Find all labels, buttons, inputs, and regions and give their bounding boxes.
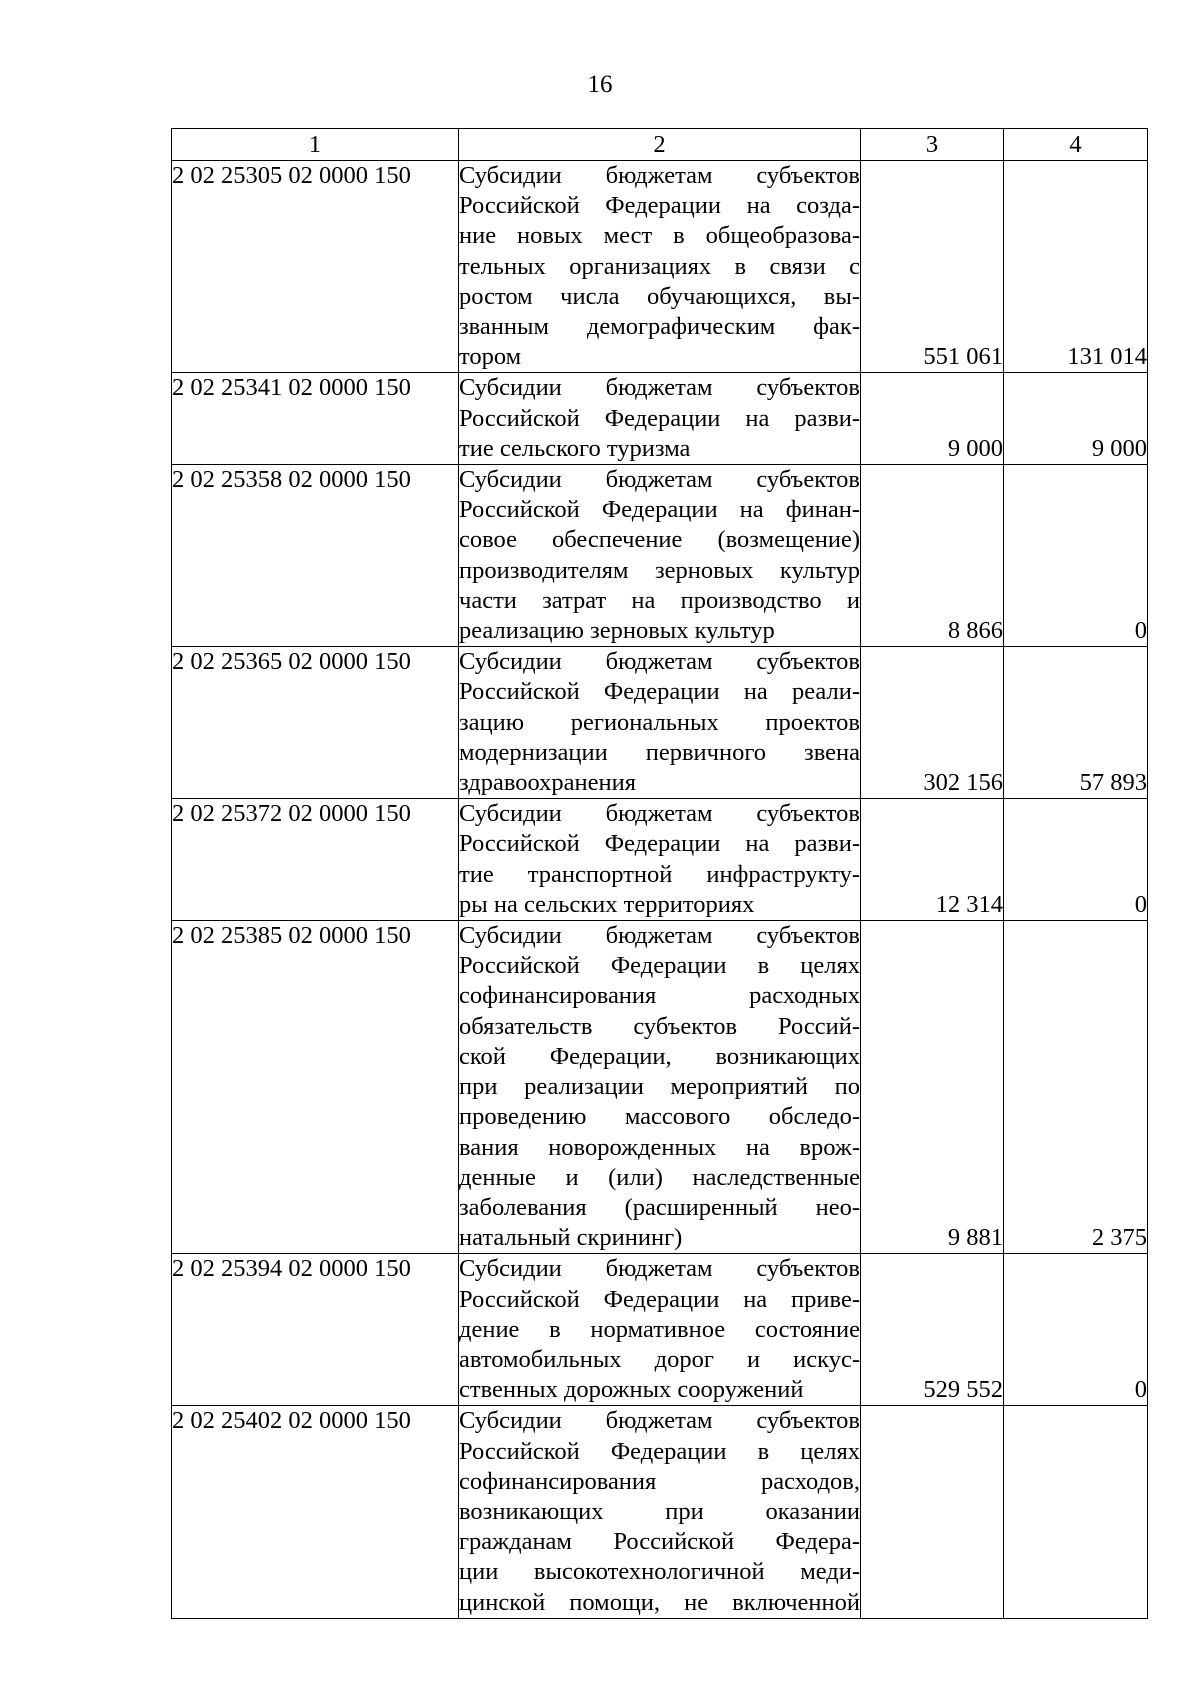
description-line: гражданам Российской Федера- — [459, 1528, 860, 1556]
description-line: Субсидии бюджетам субъектов — [459, 800, 860, 828]
amount-col3-cell: 12 314 — [861, 799, 1004, 921]
page-number: 16 — [587, 71, 613, 98]
description-line: цинской помощи, не включенной — [459, 1588, 860, 1616]
description-line: Российской Федерации на разви- — [459, 830, 860, 858]
income-code-cell: 2 02 25402 02 0000 150 — [172, 1406, 459, 1618]
table-body — [172, 161, 1148, 1619]
description-cell — [459, 921, 861, 1254]
description-cell — [459, 1406, 861, 1618]
description-line: ственных дорожных сооружений — [459, 1376, 804, 1404]
description-line: Субсидии бюджетам субъектов — [459, 1407, 860, 1435]
description-line: реализацию зерновых культур — [459, 617, 775, 645]
description-line: ции высокотехнологичной меди- — [459, 1558, 860, 1586]
description-line: проведению массового обследо- — [459, 1103, 860, 1131]
amount-col4-cell: 0 — [1004, 799, 1148, 921]
table-row — [172, 465, 1148, 647]
table-row — [172, 647, 1148, 799]
description-line: Субсидии бюджетам субъектов — [459, 374, 860, 402]
description-line: совое обеспечение (возмещение) — [459, 526, 860, 554]
column-header-1: 1 — [172, 129, 459, 161]
income-code-cell: 2 02 25358 02 0000 150 — [172, 465, 459, 647]
description-line: званным демографическим фак- — [459, 313, 860, 341]
description-line: натальный скрининг) — [459, 1224, 683, 1252]
description-line: Российской Федерации на реали- — [459, 678, 860, 706]
amount-col4-cell: 57 893 — [1004, 647, 1148, 799]
description-line: возникающих при оказании — [459, 1497, 860, 1525]
description-line: ростом числа обучающихся, вы- — [459, 282, 860, 310]
description-line: Субсидии бюджетам субъектов — [459, 466, 860, 494]
table-header-row — [172, 129, 1148, 161]
description-line: тие транспортной инфраструкту- — [459, 860, 860, 888]
description-line: тельных организациях в связи с — [459, 252, 860, 280]
description-line: денные и (или) наследственные — [459, 1163, 860, 1191]
income-code-cell: 2 02 25365 02 0000 150 — [172, 647, 459, 799]
amount-col4-cell — [1004, 1406, 1148, 1618]
description-line: Субсидии бюджетам субъектов — [459, 162, 860, 189]
description-cell — [459, 1254, 861, 1406]
description-line: Российской Федерации на созда- — [459, 192, 860, 220]
description-line: при реализации мероприятий по — [459, 1073, 860, 1101]
description-line: тие сельского туризма — [459, 434, 691, 462]
amount-col4-cell: 131 014 — [1004, 161, 1148, 373]
amount-col3-cell: 302 156 — [861, 647, 1004, 799]
description-line: Российской Федерации на финан- — [459, 496, 860, 524]
amount-col3-cell: 9 000 — [861, 373, 1004, 465]
table-row — [172, 1406, 1148, 1618]
description-line: заболевания (расширенный нео- — [459, 1193, 860, 1221]
description-line: обязательств субъектов Россий- — [459, 1012, 860, 1040]
description-line: Субсидии бюджетам субъектов — [459, 1255, 860, 1283]
column-header-4: 4 — [1004, 129, 1148, 161]
income-code-cell: 2 02 25385 02 0000 150 — [172, 921, 459, 1254]
description-line: вания новорожденных на врож- — [459, 1133, 860, 1161]
description-line: зацию региональных проектов — [459, 708, 860, 736]
description-line: модернизации первичного звена — [459, 738, 860, 766]
description-line: Российской Федерации на разви- — [459, 404, 860, 432]
description-line: софинансирования расходных — [459, 982, 860, 1010]
amount-col3-cell: 8 866 — [861, 465, 1004, 647]
column-header-2: 2 — [459, 129, 861, 161]
table-row — [172, 161, 1148, 373]
description-cell — [459, 465, 861, 647]
amount-col4-cell: 0 — [1004, 465, 1148, 647]
description-line: Российской Федерации в целях — [459, 1437, 860, 1465]
amount-col3-cell: 529 552 — [861, 1254, 1004, 1406]
description-cell — [459, 161, 861, 373]
table-row — [172, 799, 1148, 921]
description-line: части затрат на производство и — [459, 586, 860, 614]
description-line: ской Федерации, возникающих — [459, 1042, 860, 1070]
table-row — [172, 921, 1148, 1254]
table-row — [172, 1254, 1148, 1406]
description-cell — [459, 647, 861, 799]
description-line: тором — [459, 343, 522, 371]
description-line: Субсидии бюджетам субъектов — [459, 922, 860, 950]
amount-col4-cell: 9 000 — [1004, 373, 1148, 465]
income-code-cell: 2 02 25372 02 0000 150 — [172, 799, 459, 921]
income-code-cell: 2 02 25305 02 0000 150 — [172, 161, 459, 373]
budget-table — [171, 128, 1148, 1619]
column-header-3: 3 — [861, 129, 1004, 161]
description-line: здравоохранения — [459, 769, 636, 797]
amount-col3-cell: 9 881 — [861, 921, 1004, 1254]
amount-col3-cell: 551 061 — [861, 161, 1004, 373]
amount-col4-cell: 2 375 — [1004, 921, 1148, 1254]
description-line: ры на сельских территориях — [459, 890, 755, 918]
description-cell — [459, 799, 861, 921]
income-code-cell: 2 02 25394 02 0000 150 — [172, 1254, 459, 1406]
description-line: ние новых мест в общеобразова- — [459, 222, 860, 250]
description-line: Субсидии бюджетам субъектов — [459, 648, 860, 676]
amount-col4-cell: 0 — [1004, 1254, 1148, 1406]
table-row — [172, 373, 1148, 465]
description-line: Российской Федерации в целях — [459, 952, 860, 980]
income-code-cell: 2 02 25341 02 0000 150 — [172, 373, 459, 465]
description-line: производителям зерновых культур — [459, 556, 860, 584]
description-line: софинансирования расходов, — [459, 1467, 860, 1495]
description-cell — [459, 373, 861, 465]
description-line: Российской Федерации на приве- — [459, 1285, 860, 1313]
description-line: дение в нормативное состояние — [459, 1315, 860, 1343]
amount-col3-cell — [861, 1406, 1004, 1618]
description-line: автомобильных дорог и искус- — [459, 1345, 860, 1373]
